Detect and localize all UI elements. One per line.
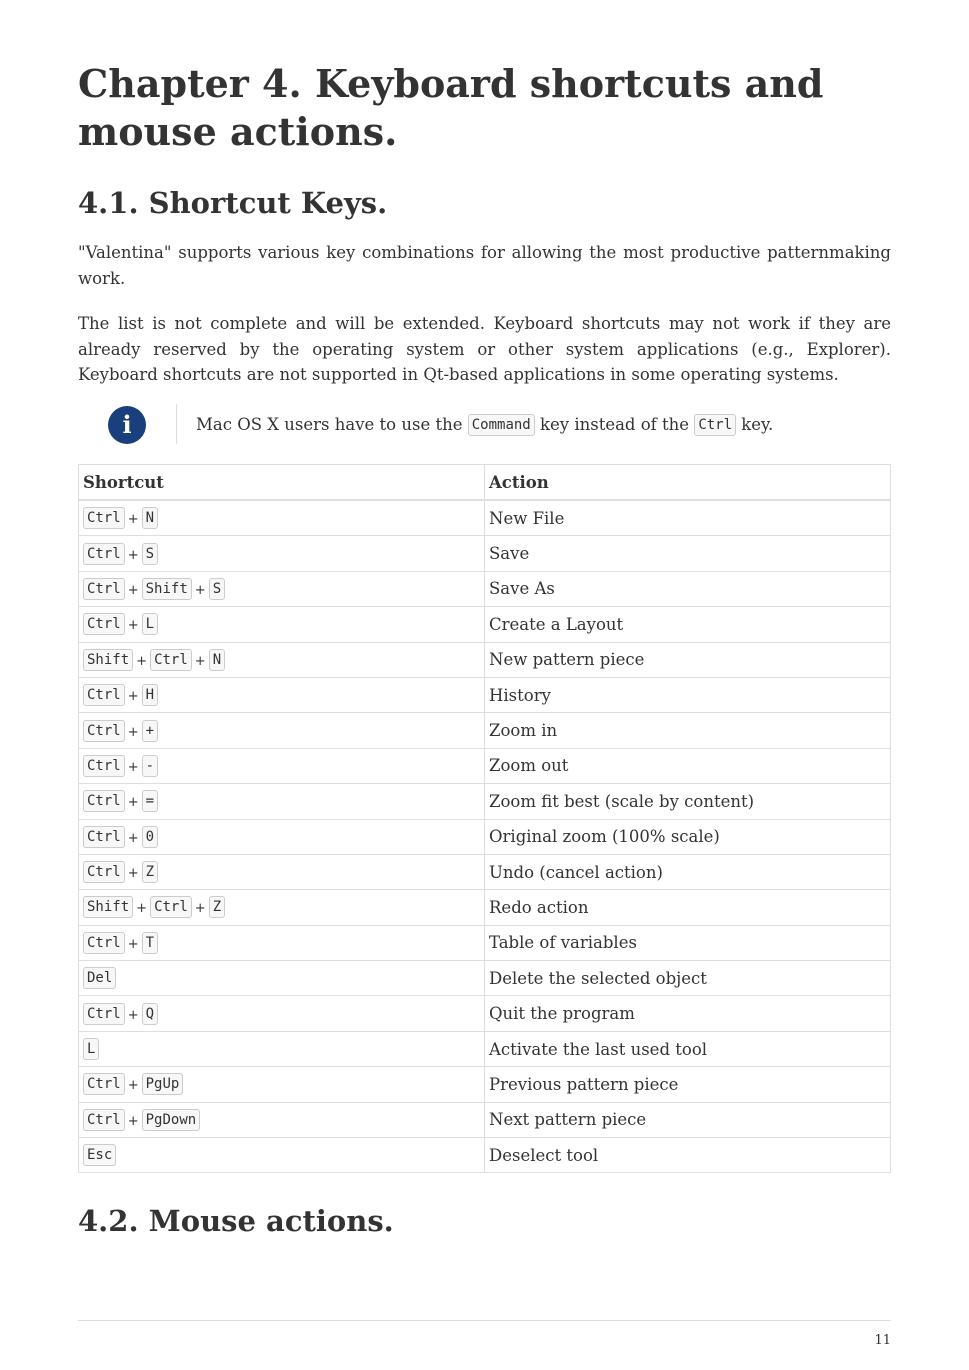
key-separator: +: [194, 901, 206, 917]
shortcut-cell: [79, 961, 485, 996]
key-separator: +: [127, 1113, 139, 1129]
info-icon: i: [108, 406, 146, 444]
page-number: 11: [874, 1333, 891, 1348]
kbd-key: Ctrl: [83, 861, 125, 883]
header-action: Action: [485, 465, 891, 501]
key-separator: +: [127, 582, 139, 598]
key-separator: +: [127, 866, 139, 882]
table-row: [79, 677, 891, 712]
action-cell: Create a Layout: [485, 607, 891, 642]
kbd-key: Ctrl: [83, 826, 125, 848]
shortcut-cell: [79, 1067, 485, 1102]
table-row: [79, 1102, 891, 1137]
note-text-before: Mac OS X users have to use the: [196, 415, 463, 434]
kbd-key: Ctrl: [83, 613, 125, 635]
key-separator: +: [127, 1007, 139, 1023]
kbd-key: Ctrl: [83, 684, 125, 706]
key-separator: +: [194, 653, 206, 669]
action-cell: Save: [485, 536, 891, 571]
kbd-key: Ctrl: [83, 1109, 125, 1131]
admonition-note: [78, 404, 891, 448]
table-row: [79, 925, 891, 960]
kbd-command: Command: [468, 414, 535, 436]
kbd-key: Ctrl: [83, 1073, 125, 1095]
key-separator: +: [127, 1078, 139, 1094]
action-cell: Zoom fit best (scale by content): [485, 784, 891, 819]
table-row: [79, 536, 891, 571]
kbd-key: Q: [142, 1003, 158, 1025]
shortcut-cell: [79, 607, 485, 642]
footer-divider: [78, 1320, 891, 1321]
kbd-key: Ctrl: [83, 932, 125, 954]
key-separator: +: [136, 653, 148, 669]
kbd-key: Z: [142, 861, 158, 883]
kbd-key: PgUp: [142, 1073, 184, 1095]
disclaimer-paragraph: The list is not complete and will be extended. Keyboard shortcuts may not work if they are already reserved by the operating system or other system applications (e.g., Explorer). Keyboard shortcuts are not supported in Qt-based applications in some operating systems.: [78, 314, 891, 384]
kbd-key: Shift: [142, 578, 192, 600]
table-row: [79, 748, 891, 783]
kbd-key: T: [142, 932, 158, 954]
kbd-key: Ctrl: [83, 720, 125, 742]
action-cell: Deselect tool: [485, 1138, 891, 1173]
action-cell: Undo (cancel action): [485, 854, 891, 889]
shortcut-cell: [79, 677, 485, 712]
header-shortcut: Shortcut: [79, 465, 485, 501]
table-row: [79, 784, 891, 819]
action-cell: Quit the program: [485, 996, 891, 1031]
key-separator: +: [127, 936, 139, 952]
chapter-title: Chapter 4. Keyboard shortcuts and mouse actions.: [78, 61, 824, 154]
table-row: [79, 961, 891, 996]
kbd-key: -: [142, 755, 158, 777]
note-divider: [176, 404, 177, 444]
kbd-key: Ctrl: [150, 649, 192, 671]
key-separator: +: [127, 795, 139, 811]
kbd-key: N: [142, 507, 158, 529]
action-cell: Delete the selected object: [485, 961, 891, 996]
kbd-key: 0: [142, 826, 158, 848]
table-row: [79, 1067, 891, 1102]
kbd-key: Ctrl: [83, 755, 125, 777]
key-separator: +: [127, 689, 139, 705]
kbd-key: L: [142, 613, 158, 635]
shortcut-cell: [79, 642, 485, 677]
key-separator: +: [136, 901, 148, 917]
key-separator: +: [127, 618, 139, 634]
key-separator: +: [127, 830, 139, 846]
table-row: [79, 713, 891, 748]
table-row: [79, 1138, 891, 1173]
section-title-shortcut-keys: 4.1. Shortcut Keys.: [78, 186, 388, 220]
note-text-after: key.: [741, 415, 774, 434]
shortcut-cell: [79, 713, 485, 748]
table-row: [79, 642, 891, 677]
kbd-key: S: [209, 578, 225, 600]
action-cell: Activate the last used tool: [485, 1031, 891, 1066]
kbd-key: Ctrl: [83, 543, 125, 565]
table-row: [79, 571, 891, 606]
shortcut-cell: [79, 1031, 485, 1066]
shortcut-cell: [79, 890, 485, 925]
shortcut-cell: [79, 1102, 485, 1137]
key-separator: +: [127, 759, 139, 775]
table-row: [79, 819, 891, 854]
shortcut-cell: [79, 854, 485, 889]
note-text: [196, 413, 773, 437]
action-cell: New pattern piece: [485, 642, 891, 677]
shortcut-cell: [79, 748, 485, 783]
kbd-key: Shift: [83, 649, 133, 671]
action-cell: Zoom out: [485, 748, 891, 783]
key-separator: +: [127, 547, 139, 563]
note-text-middle: key instead of the: [540, 415, 690, 434]
action-cell: Redo action: [485, 890, 891, 925]
key-separator: +: [127, 724, 139, 740]
key-separator: +: [127, 512, 139, 528]
key-separator: +: [194, 582, 206, 598]
table-row: [79, 607, 891, 642]
shortcut-cell: [79, 536, 485, 571]
table-row: [79, 890, 891, 925]
intro-paragraph: "Valentina" supports various key combinations for allowing the most productive patternmaking work.: [78, 243, 891, 288]
action-cell: Original zoom (100% scale): [485, 819, 891, 854]
table-row: [79, 1031, 891, 1066]
table-row: [79, 500, 891, 536]
kbd-key: Ctrl: [83, 507, 125, 529]
kbd-key: Ctrl: [83, 578, 125, 600]
kbd-key: L: [83, 1038, 99, 1060]
action-cell: History: [485, 677, 891, 712]
shortcut-table: [78, 464, 891, 1173]
table-header-row: [79, 465, 891, 501]
kbd-key: Z: [209, 896, 225, 918]
shortcut-cell: [79, 996, 485, 1031]
table-row: [79, 996, 891, 1031]
kbd-ctrl: Ctrl: [694, 414, 736, 436]
shortcut-cell: [79, 500, 485, 536]
action-cell: New File: [485, 500, 891, 536]
kbd-key: Ctrl: [83, 1003, 125, 1025]
kbd-key: =: [142, 790, 158, 812]
section-title-mouse-actions: 4.2. Mouse actions.: [78, 1204, 394, 1238]
action-cell: Zoom in: [485, 713, 891, 748]
kbd-key: Del: [83, 967, 116, 989]
kbd-key: Esc: [83, 1144, 116, 1166]
action-cell: Save As: [485, 571, 891, 606]
shortcut-cell: [79, 925, 485, 960]
action-cell: Next pattern piece: [485, 1102, 891, 1137]
shortcut-table-body: [79, 500, 891, 1173]
shortcut-cell: [79, 571, 485, 606]
shortcut-cell: [79, 1138, 485, 1173]
kbd-key: Ctrl: [83, 790, 125, 812]
kbd-key: PgDown: [142, 1109, 201, 1131]
kbd-key: S: [142, 543, 158, 565]
kbd-key: Shift: [83, 896, 133, 918]
kbd-key: +: [142, 720, 158, 742]
action-cell: Table of variables: [485, 925, 891, 960]
kbd-key: H: [142, 684, 158, 706]
kbd-key: Ctrl: [150, 896, 192, 918]
kbd-key: N: [209, 649, 225, 671]
shortcut-cell: [79, 784, 485, 819]
action-cell: Previous pattern piece: [485, 1067, 891, 1102]
table-row: [79, 854, 891, 889]
shortcut-cell: [79, 819, 485, 854]
